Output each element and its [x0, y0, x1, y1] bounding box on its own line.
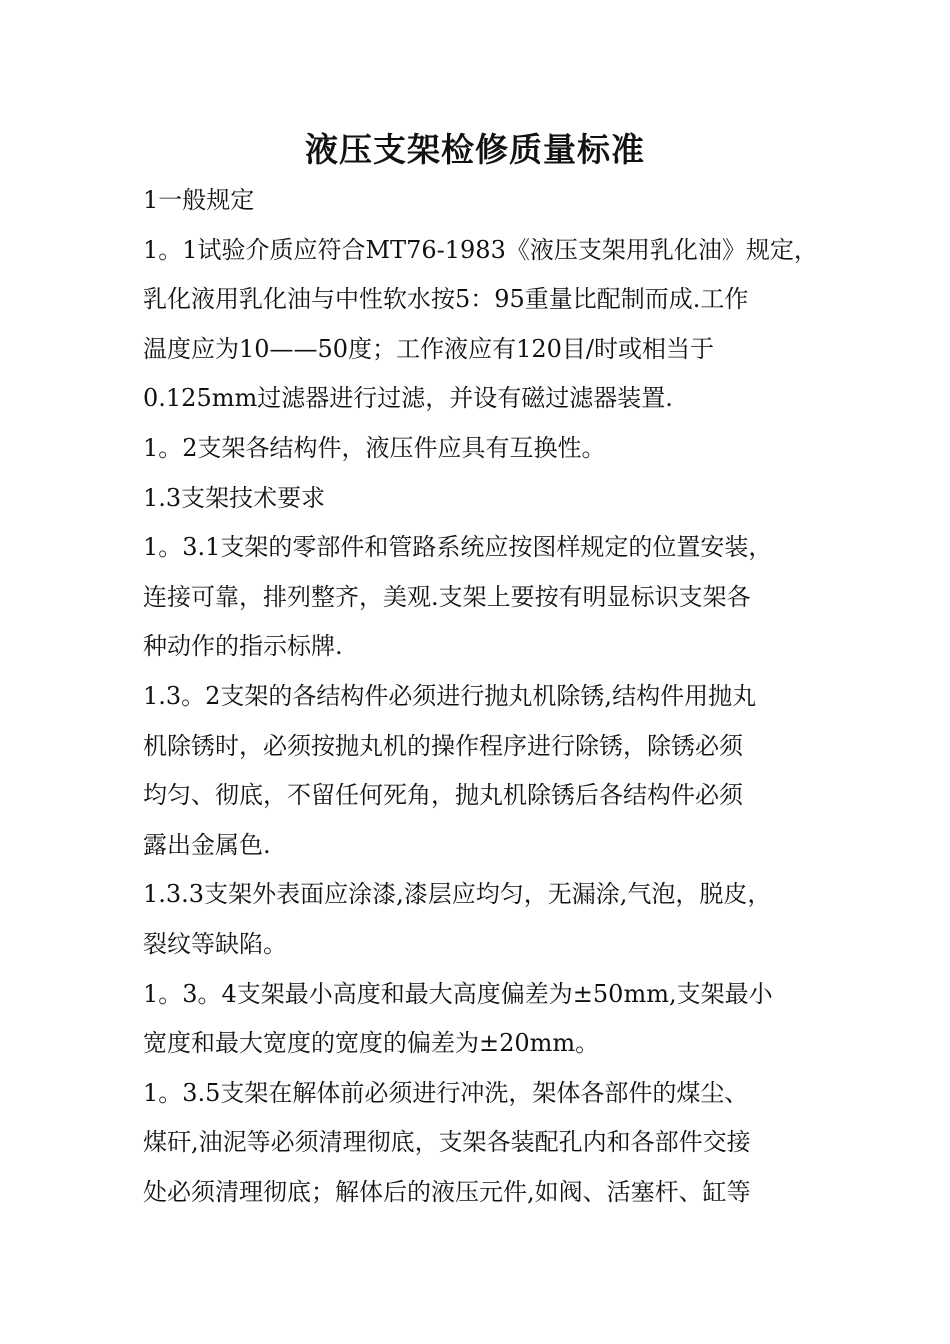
paragraph-line: 乳化液用乳化油与中性软水按5：95重量比配制而成.工作 — [143, 285, 749, 314]
paragraph-line: 1。2支架各结构件，液压件应具有互换性。 — [143, 433, 606, 462]
paragraph-line: 1.3.3支架外表面应涂漆,漆层应均匀，无漏涂,气泡，脱皮， — [143, 880, 772, 909]
document-body — [143, 176, 843, 1217]
paragraph-line: 裂纹等缺陷。 — [143, 929, 287, 958]
paragraph-line: 机除锈时，必须按抛丸机的操作程序进行除锈，除锈必须 — [143, 731, 743, 760]
paragraph-line: 种动作的指示标牌. — [143, 632, 343, 661]
paragraph-line: 宽度和最大宽度的宽度的偏差为±20mm。 — [143, 1029, 600, 1058]
paragraph-line: 煤矸,油泥等必须清理彻底，支架各装配孔内和各部件交接 — [143, 1128, 751, 1157]
paragraph-line: 1。3.1支架的零部件和管路系统应按图样规定的位置安装， — [143, 533, 773, 562]
paragraph-line: 1。1试验介质应符合MT76-1983《液压支架用乳化油》规定， — [143, 235, 818, 264]
document-title: 液压支架检修质量标准 — [305, 130, 645, 169]
paragraph-line: 1.3。2支架的各结构件必须进行抛丸机除锈,结构件用抛丸 — [143, 681, 757, 710]
paragraph-line: 连接可靠，排列整齐，美观.支架上要按有明显标识支架各 — [143, 582, 751, 611]
paragraph-line: 0.125mm过滤器进行过滤，并设有磁过滤器装置. — [143, 384, 673, 413]
section-heading-general: 1一般规定 — [143, 186, 255, 214]
section-heading-tech: 1.3支架技术要求 — [143, 483, 326, 512]
paragraph-line: 处必须清理彻底；解体后的液压元件,如阀、活塞杆、缸等 — [143, 1177, 751, 1206]
paragraph-line: 温度应为10——50度；工作液应有120目/时或相当于 — [143, 334, 714, 363]
paragraph-line: 均匀、彻底，不留任何死角，抛丸机除锈后各结构件必须 — [143, 781, 743, 810]
paragraph-line: 露出金属色. — [143, 830, 271, 859]
paragraph-line: 1。3.5支架在解体前必须进行冲洗，架体各部件的煤尘、 — [143, 1078, 749, 1107]
paragraph-line: 1。3。4支架最小高度和最大高度偏差为±50mm,支架最小 — [143, 979, 773, 1008]
